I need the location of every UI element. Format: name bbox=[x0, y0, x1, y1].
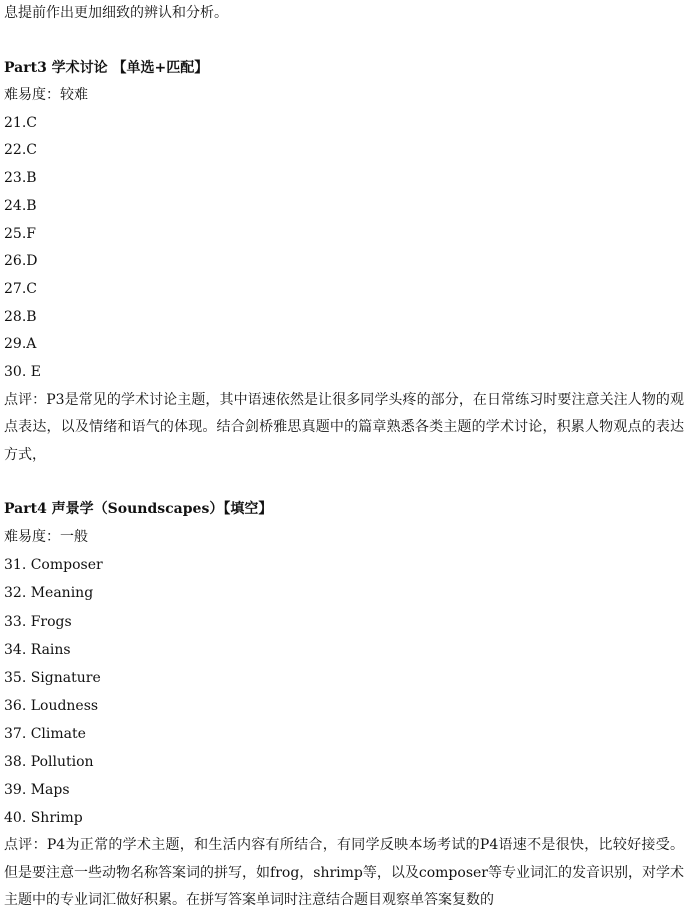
answer-item: 25.F bbox=[4, 225, 36, 242]
answer-item: 22.C bbox=[4, 142, 37, 159]
answer-item: 36. Loudness bbox=[4, 697, 99, 714]
answer-item: 28.B bbox=[4, 308, 37, 325]
answer-item: 32. Meaning bbox=[4, 585, 94, 602]
answer-item: 26.D bbox=[4, 253, 38, 270]
answer-item: 37. Climate bbox=[4, 725, 86, 742]
answer-item: 31. Composer bbox=[4, 557, 103, 574]
answer-item: 38. Pollution bbox=[4, 754, 94, 770]
part3-comment: 点评：P3是常见的学术讨论主题，其中语速依然是让很多同学头疼的部分，在日常练习时要注意关注人物的观点表达，以及情绪和语气的体现。结合剑桥雅思真题中的篇章熟悉各类主题的学术讨论，积累人物观点的表达方式， bbox=[4, 391, 684, 463]
answer-item: 35. Signature bbox=[4, 669, 101, 686]
part4-heading: Part4 声景学（Soundscapes）【填空】 bbox=[4, 501, 273, 518]
part4-difficulty: 难易度：一般 bbox=[4, 528, 88, 545]
answer-item: 39. Maps bbox=[4, 782, 70, 799]
part4-answer-list bbox=[4, 551, 684, 832]
part4-section bbox=[4, 496, 684, 915]
intro-tail-text: 息提前作出更加细致的辨认和分析。 bbox=[4, 5, 228, 21]
part3-difficulty: 难易度：较难 bbox=[4, 87, 88, 104]
part4-comment: 点评：P4为正常的学术主题，和生活内容有所结合，有同学反映本场考试的P4语速不是很快，比较好接受。但是要注意一些动物名称答案词的拼写，如frog，shrimp等，以及composer等专业词汇的发音识别，对学术主题中的专业词汇做好积累。在拼写答案单词时注意结合题目观察单答案复数的 bbox=[4, 837, 684, 909]
answer-item: 40. Shrimp bbox=[4, 810, 83, 827]
answer-item: 30. E bbox=[4, 363, 41, 380]
answer-item: 33. Frogs bbox=[4, 613, 72, 630]
answer-item: 27.C bbox=[4, 280, 37, 297]
answer-item: 24.B bbox=[4, 197, 37, 214]
part3-section bbox=[4, 55, 684, 470]
section-gap bbox=[4, 28, 684, 55]
answer-item: 29.A bbox=[4, 336, 37, 353]
answer-item: 34. Rains bbox=[4, 641, 71, 658]
answer-item: 23.B bbox=[4, 170, 37, 187]
document-page bbox=[4, 0, 684, 915]
part3-heading: Part3 学术讨论 【单选+匹配】 bbox=[4, 59, 209, 76]
part3-answer-list bbox=[4, 110, 684, 387]
answer-item: 21.C bbox=[4, 114, 37, 131]
section-gap bbox=[4, 469, 684, 496]
